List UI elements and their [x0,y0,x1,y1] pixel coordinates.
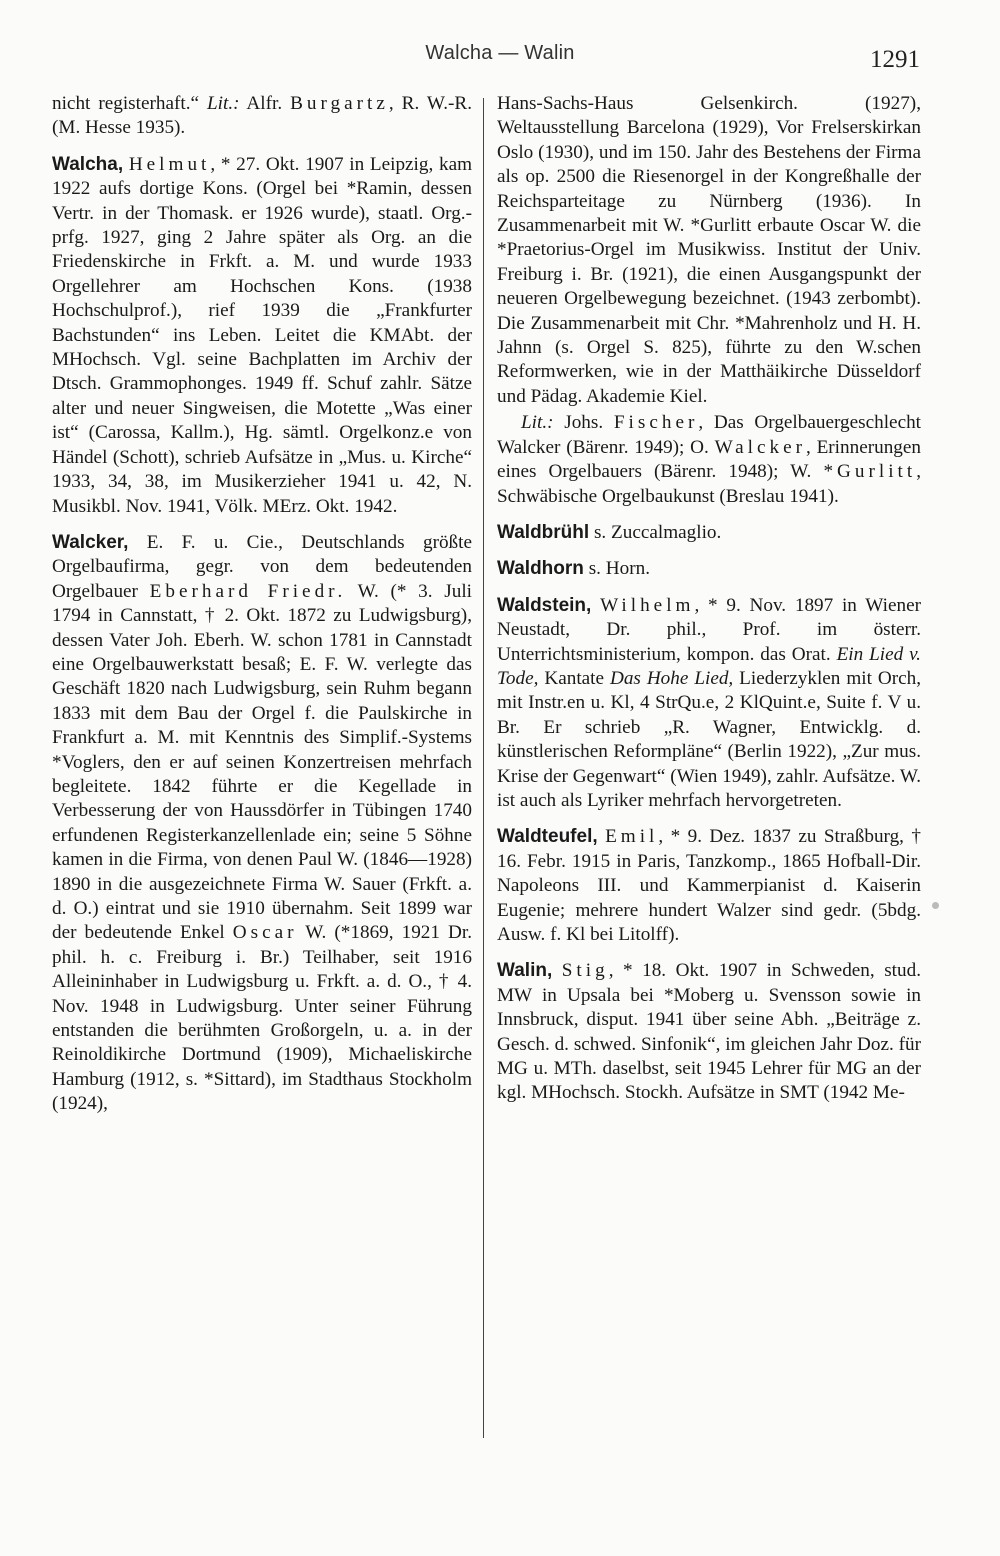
lemma: Walin, [497,960,553,982]
entry-text: , * 9. Dez. 1837 zu Straßburg, † 16. Febr. 1915 in Paris, Tanzkomp., 1865 Hofball-Dir. Napoleons III. und Kammerpianist d. Kaiserin Eugenie; mehrere hundert Walzer sind gedr. (5bdg. Ausw. f. Kl bei Litolff). [497,826,921,945]
entry-text: Liederzyklen mit Orch, mit Instr.en u. Kl, 4 StrQu.e, 2 KlQuint.e, Suite f. V u. Br. Er schrieb „R. Wagner, Entwicklg. d. künstlerischen Reformpläne“ (Berlin 1922), „Zur mus. Krise der Gegenwart“ (Wien 1949), zahlr. Aufsätze. W. ist auch als Lyriker mehrfach hervorgetreten. [497,667,921,811]
entry-waldstein [497,594,921,814]
text: , Das Orgelbauergeschlecht Walcker (Bärenr. 1949); O. [497,412,922,458]
entry-text: s. Horn. [583,558,650,580]
text: Johs. [553,412,614,434]
given-name: Wilhelm [600,594,695,616]
entry-text: , * 18. Okt. 1907 in Schweden, stud. MW in Upsala bei *Moberg u. Svensson sowie in Innsbruck, disput. 1941 über seine Abh. „Beiträge z. Gesch. d. schwed. Sinfonik“, im gleichen Jahr Doz. für MG u. MTh. daselbst, seit 1945 Lehrer für MG an der kgl. MHochsch. Stockh. Aufsätze in SMT (1942 Me- [497,960,921,1104]
person-name: Eberhard Friedr. [149,580,347,602]
entry-waldhorn [497,557,921,581]
author-name: Fischer [613,412,699,434]
lemma: Waldstein, [497,594,592,616]
author-name: Walcker [714,436,807,458]
entry-waldteufel [497,825,921,947]
entry-literature [497,411,921,509]
entry-text: Hans-Sachs-Haus Gelsenkirch. (1927), Weltausstellung Barcelona (1929), Vor Frelserskirkan Oslo (1930), und im 150. Jahr des Bestehens der Firma als op. 2500 die Riesenorgel in der Kongreßhalle der Reichsparteitage zu Nürnberg (1936). In Zusammenarbeit mit W. *Gurlitt erbaute Oscar W. die *Praetorius-Orgel im Musikwiss. Institut der Univ. Freiburg i. Br. (1921), die einen Ausgangspunkt der neueren Orgelbewegung bezeichnet. (1943 zerbombt). Die Zusammenarbeit mit Chr. *Mahrenholz und H. H. Jahnn (s. Orgel S. 825), führte zu den W.schen Reformwerken, wie in der Matthäikirche Düsseldorf und Pädag. Akademie Kiel. [497,93,921,407]
entry-text: E. F. u. Cie., Deutschlands größte Orgelbaufirma, gegr. von dem bedeutenden Orgelbauer [52,531,472,602]
right-column [497,92,921,1118]
person-name: Oscar [232,922,298,944]
entry-walin [497,959,921,1105]
entry-walcker [52,531,472,1117]
entry-waldbruehl [497,521,921,545]
running-head: Walcha — Walin [425,42,575,64]
lemma: Walcker, [52,531,129,553]
given-name: Stig [561,960,609,982]
text: , R. W.-R. (M. Hesse 1935). [52,93,472,139]
lemma: Waldteufel, [497,826,598,848]
print-speck [932,902,939,909]
entry-continuation [497,92,921,409]
given-name: Emil [605,826,659,848]
lemma: Waldhorn [497,558,584,580]
given-name: Helmut [128,153,211,175]
author-name: Burgartz [290,93,389,114]
page-number: 1291 [870,46,920,73]
column-divider [483,98,484,1438]
lemma: Walcha, [52,153,124,175]
entry-text: s. Zuccalmaglio. [589,521,722,543]
page-header [0,38,1000,78]
left-column [52,92,472,1129]
entry-continuation [52,92,472,141]
entry-walcha [52,153,472,519]
entry-text: , * 27. Okt. 1907 in Leipzig, kam 1922 aufs dortige Kons. (Orgel bei *Ramin, dessen Vertr. in der Thomask. er 1926 wurde), staatl. Org.-prfg. 1927, ging 2 Jahre später als Org. an die Friedenskirche in Frkft. a. M. und wurde 1933 Orgellehrer am Hochschen Kons. (1938 Hochschulprof.), rief 1939 die „Frankfurter Bachstunden“ ins Leben. Leitet die KMAbt. der MHochsch. Vgl. seine Bachplatten im Archiv der Dtsch. Grammophonges. 1949 ff. Schuf zahlr. Sätze alter und neuer Singweisen, die Motette „Was einer ist“ (Carossa, Kallm.), Hg. sämtl. Orgelkonz.e von Händel (Schott), schrieb Aufsätze in „Mus. u. Kirche“ 1933, 34, 38, im Musikerzieher 1941 u. 42, N. Musikbl. Nov. 1941, Völk. MErz. Okt. 1942. [52,153,473,517]
entry-text: Kantate [538,667,610,689]
two-column-body [0,92,1000,1452]
lit-label: Lit.: [206,93,240,114]
lemma: Waldbrühl [497,521,590,543]
entry-text: , * 9. Nov. 1897 in Wiener Neustadt, Dr. phil., Prof. im österr. Unterrichtsministerium, kompon. das Orat. [497,594,921,665]
text: , Schwäbische Orgelbaukunst (Breslau 1941). [497,461,921,507]
text: nicht registerhaft.“ [52,93,207,114]
lit-label: Lit.: [521,412,554,434]
text: , Erinnerungen eines Orgelbauers (Bärenr. 1948); W. [497,436,922,483]
entry-text: W. (*1869, 1921 Dr. phil. h. c. Freiburg i. Br.) Teilhaber, seit 1916 Alleininhaber in Ludwigsburg u. Frkft. a. d. O., † 4. Nov. 1948 in Ludwigsburg. Unter seiner Führung entstanden die berühmten Großorgeln, u. a. in der Reinoldikirche Dortmund (1909), Michaeliskirche Hamburg (1912, s. *Sittard), im Stadthaus Stockholm (1924), [52,922,473,1115]
work-title: Das Hohe Lied, [609,667,734,689]
author-name: *Gurlitt [823,461,917,483]
entry-text: W. (* 3. Juli 1794 in Cannstatt, † 2. Okt. 1872 zu Ludwigsburg), dessen Vater Joh. Eberh. W. schon 1781 in Cannstadt eine Orgelbauwerkstatt besaß; E. F. W. verlegte das Geschäft 1820 nach Ludwigsburg, sein Ruhm begann 1833 mit dem Bau der Orgel f. die Paulskirche in Frankfurt a. M. mit Kenntnis des Simplif.-Systems *Voglers, den er auf seinen Konzertreisen mehrfach begleitete. 1842 führte er die Kegellade in Verbesserung der von Haussdörfer in Tübingen 1740 erfundenen Registerkanzellenlade ein; seine 5 Söhne kamen in die Firma, von denen Paul W. (1846—1928) 1890 in die ausgezeichnete Firma W. Sauer (Frkft. a. d. O.) eintrat und sie 1910 übernahm. Seit 1899 war der bedeutende Enkel [52,580,472,944]
text: Alfr. [239,93,291,114]
work-title: Ein Lied v. Tode, [497,643,921,689]
